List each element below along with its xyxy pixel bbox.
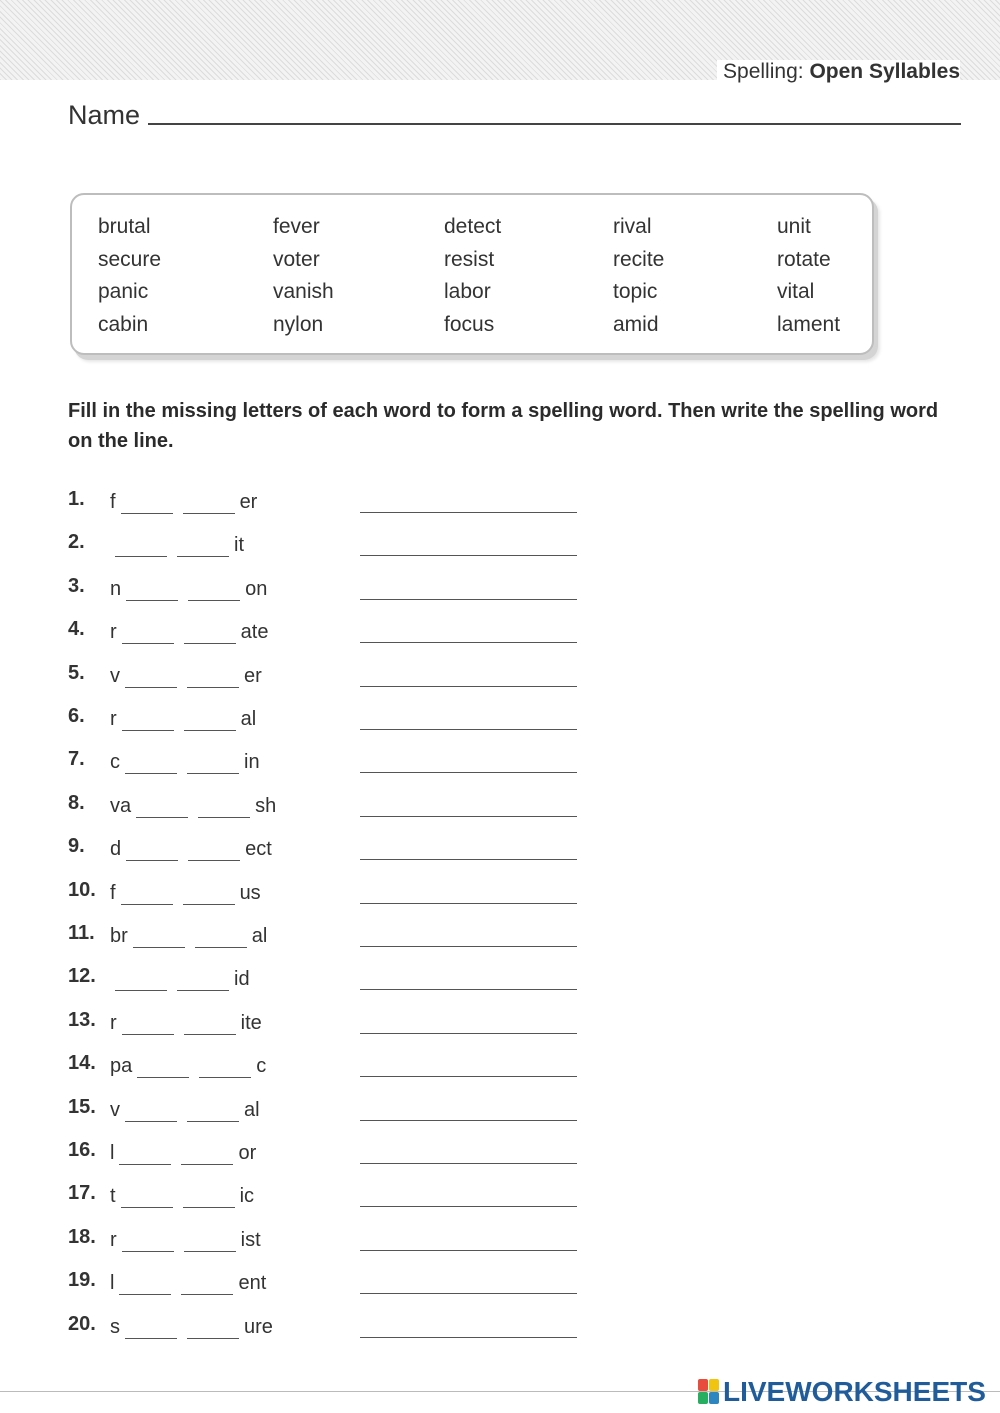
item-number: 19. bbox=[68, 1269, 96, 1292]
answer-line[interactable] bbox=[360, 642, 577, 643]
word-fragment bbox=[110, 748, 260, 774]
letter-blank[interactable] bbox=[183, 493, 235, 514]
word-bank-word: rival bbox=[613, 215, 652, 238]
exercise-item bbox=[0, 835, 1000, 865]
word-bank-word: rotate bbox=[777, 247, 831, 271]
word-fragment bbox=[110, 965, 250, 991]
letter-blank[interactable] bbox=[183, 1187, 235, 1208]
word-bank-column bbox=[273, 211, 334, 341]
fragment-start: s bbox=[110, 1315, 120, 1338]
item-number: 12. bbox=[68, 965, 96, 988]
fragment-end: sh bbox=[255, 794, 277, 817]
letter-blank[interactable] bbox=[122, 1231, 174, 1252]
letter-blank[interactable] bbox=[184, 710, 236, 731]
fragment-start: r bbox=[110, 1011, 117, 1034]
word-fragment bbox=[110, 531, 244, 557]
exercise-item bbox=[0, 1182, 1000, 1212]
letter-blank[interactable] bbox=[181, 1144, 233, 1165]
answer-line[interactable] bbox=[360, 989, 577, 990]
word-bank-word: recite bbox=[613, 247, 665, 271]
item-number: 17. bbox=[68, 1182, 96, 1205]
word-bank-word: resist bbox=[444, 247, 495, 271]
fragment-end: al bbox=[244, 1098, 260, 1121]
letter-blank[interactable] bbox=[188, 840, 240, 861]
word-bank-word: focus bbox=[444, 312, 495, 336]
exercise-item bbox=[0, 1139, 1000, 1169]
word-fragment bbox=[110, 575, 267, 601]
fragment-start: l bbox=[110, 1272, 115, 1295]
letter-blank[interactable] bbox=[125, 1318, 177, 1339]
word-fragment bbox=[110, 835, 272, 861]
letter-blank[interactable] bbox=[122, 1014, 174, 1035]
fragment-end: ure bbox=[244, 1315, 273, 1338]
item-number: 18. bbox=[68, 1225, 96, 1248]
letter-blank[interactable] bbox=[195, 927, 247, 948]
word-bank-word: nylon bbox=[273, 312, 324, 336]
letter-blank[interactable] bbox=[177, 536, 229, 557]
fragment-end: er bbox=[244, 664, 262, 687]
exercise-item bbox=[0, 879, 1000, 909]
exercise-item bbox=[0, 965, 1000, 995]
exercise-item bbox=[0, 488, 1000, 518]
fragment-end: al bbox=[240, 708, 257, 730]
fragment-start: v bbox=[110, 1098, 120, 1121]
answer-line[interactable] bbox=[360, 1250, 577, 1251]
word-fragment bbox=[110, 1182, 254, 1208]
fragment-start: va bbox=[110, 794, 132, 817]
exercise-item bbox=[0, 792, 1000, 822]
answer-line[interactable] bbox=[360, 1076, 577, 1077]
answer-line[interactable] bbox=[360, 772, 577, 773]
exercise-item bbox=[0, 1009, 1000, 1039]
fragment-start: f bbox=[110, 881, 116, 904]
letter-blank[interactable] bbox=[136, 797, 188, 818]
letter-blank[interactable] bbox=[184, 1014, 236, 1035]
answer-line[interactable] bbox=[360, 512, 577, 513]
letter-blank[interactable] bbox=[184, 623, 236, 644]
letter-blank[interactable] bbox=[187, 1318, 239, 1339]
word-fragment bbox=[110, 488, 257, 514]
letter-blank[interactable] bbox=[121, 884, 173, 905]
word-bank-word: brutal bbox=[98, 215, 151, 238]
answer-line[interactable] bbox=[360, 555, 577, 556]
fragment-end: al bbox=[251, 925, 268, 947]
fragment-end: ate bbox=[240, 621, 269, 644]
word-bank-word: vital bbox=[777, 280, 815, 303]
exercise-item bbox=[0, 618, 1000, 648]
letter-blank[interactable] bbox=[125, 667, 177, 688]
exercise-item bbox=[0, 1313, 1000, 1343]
answer-line[interactable] bbox=[360, 599, 577, 600]
exercise-item bbox=[0, 922, 1000, 952]
answer-line[interactable] bbox=[360, 859, 577, 860]
letter-blank[interactable] bbox=[122, 623, 174, 644]
fragment-start: r bbox=[110, 708, 117, 730]
fragment-end: in bbox=[244, 751, 260, 774]
fragment-end: ent bbox=[238, 1272, 267, 1295]
word-fragment bbox=[110, 1269, 266, 1295]
item-number: 4. bbox=[68, 618, 85, 641]
word-fragment bbox=[110, 662, 262, 688]
word-bank-word: cabin bbox=[98, 312, 149, 336]
answer-line[interactable] bbox=[360, 1206, 577, 1207]
word-bank-word: voter bbox=[273, 247, 320, 271]
answer-line[interactable] bbox=[360, 686, 577, 687]
exercise-item bbox=[0, 575, 1000, 605]
fragment-end: id bbox=[234, 968, 250, 991]
fragment-end: ect bbox=[245, 838, 272, 861]
letter-blank[interactable] bbox=[119, 1274, 171, 1295]
fragment-start: c bbox=[110, 751, 120, 774]
letter-blank[interactable] bbox=[125, 1101, 177, 1122]
fragment-start: pa bbox=[110, 1055, 133, 1078]
header-topic: Open Syllables bbox=[809, 60, 960, 83]
fragment-start: r bbox=[110, 1228, 117, 1251]
word-bank-word: vanish bbox=[273, 280, 334, 303]
name-row bbox=[68, 100, 961, 130]
letter-blank[interactable] bbox=[183, 884, 235, 905]
word-fragment bbox=[110, 1139, 256, 1165]
logo-text: LIVEWORKSHEETS bbox=[723, 1376, 986, 1407]
fragment-end: or bbox=[238, 1142, 257, 1164]
word-bank-column bbox=[777, 211, 840, 341]
exercise-item bbox=[0, 1269, 1000, 1299]
instructions: Fill in the missing letters of each word to form a spelling word. Then write the spelling word on the line. bbox=[68, 400, 939, 452]
word-bank-word: lament bbox=[777, 312, 841, 336]
word-fragment bbox=[110, 922, 267, 948]
item-number: 9. bbox=[68, 835, 85, 858]
fragment-end: on bbox=[245, 577, 268, 600]
fragment-start: l bbox=[110, 1142, 115, 1164]
word-fragment bbox=[110, 1052, 266, 1078]
answer-line[interactable] bbox=[360, 1120, 577, 1121]
exercise-item bbox=[0, 662, 1000, 692]
letter-blank[interactable] bbox=[121, 1187, 173, 1208]
word-fragment bbox=[110, 1226, 261, 1252]
item-number: 5. bbox=[68, 661, 85, 684]
word-bank-word: unit bbox=[777, 215, 811, 238]
word-fragment bbox=[110, 1009, 262, 1035]
letter-blank[interactable] bbox=[199, 1057, 251, 1078]
fragment-start: n bbox=[110, 577, 122, 600]
liveworksheets-logo bbox=[698, 1377, 986, 1407]
letter-blank[interactable] bbox=[188, 580, 240, 601]
letter-blank[interactable] bbox=[133, 927, 185, 948]
fragment-start: br bbox=[110, 925, 128, 947]
word-bank bbox=[70, 193, 874, 355]
fragment-end: ite bbox=[240, 1011, 262, 1034]
letter-blank[interactable] bbox=[137, 1057, 189, 1078]
fragment-start: d bbox=[110, 838, 122, 861]
fragment-start: t bbox=[110, 1185, 116, 1208]
exercise-item bbox=[0, 748, 1000, 778]
fragment-end: ist bbox=[240, 1228, 261, 1251]
item-number: 7. bbox=[68, 748, 85, 771]
item-number: 6. bbox=[68, 705, 85, 727]
item-number: 14. bbox=[68, 1052, 96, 1075]
item-number: 16. bbox=[68, 1139, 96, 1161]
answer-line[interactable] bbox=[360, 1033, 577, 1034]
fragment-end: us bbox=[239, 881, 261, 904]
header-subject: Spelling: bbox=[723, 60, 804, 83]
letter-blank[interactable] bbox=[115, 536, 167, 557]
word-bank-word: secure bbox=[98, 247, 162, 271]
item-number: 8. bbox=[68, 791, 85, 814]
word-bank-column bbox=[444, 211, 501, 341]
answer-line[interactable] bbox=[360, 1293, 577, 1294]
answer-line[interactable] bbox=[360, 903, 577, 904]
exercise-item bbox=[0, 1226, 1000, 1256]
word-fragment bbox=[110, 879, 261, 905]
exercise-item bbox=[0, 1096, 1000, 1126]
fragment-end: er bbox=[239, 491, 258, 513]
word-fragment bbox=[110, 1313, 273, 1339]
letter-blank[interactable] bbox=[126, 580, 178, 601]
fragment-end: ic bbox=[239, 1185, 255, 1208]
item-number: 10. bbox=[68, 878, 96, 901]
letter-blank[interactable] bbox=[125, 753, 177, 774]
word-fragment bbox=[110, 1096, 260, 1122]
fragment-start: v bbox=[110, 664, 120, 687]
word-bank-word: topic bbox=[613, 280, 658, 303]
letter-blank[interactable] bbox=[181, 1274, 233, 1295]
page-header bbox=[717, 60, 960, 84]
word-bank-column bbox=[98, 211, 161, 341]
word-bank-word: labor bbox=[444, 280, 491, 303]
fragment-start: r bbox=[110, 621, 117, 644]
letter-blank[interactable] bbox=[115, 970, 167, 991]
answer-line[interactable] bbox=[360, 1337, 577, 1338]
word-fragment bbox=[110, 705, 256, 731]
letter-blank[interactable] bbox=[184, 1231, 236, 1252]
fragment-end: it bbox=[234, 534, 244, 557]
word-fragment bbox=[110, 792, 276, 818]
exercise-item bbox=[0, 1052, 1000, 1082]
letter-blank[interactable] bbox=[122, 710, 174, 731]
exercise-item bbox=[0, 705, 1000, 735]
answer-line[interactable] bbox=[360, 729, 577, 730]
item-number: 2. bbox=[68, 531, 85, 554]
fragment-start: f bbox=[110, 491, 116, 513]
item-number: 15. bbox=[68, 1095, 96, 1118]
fragment-end: c bbox=[256, 1055, 267, 1078]
item-number: 20. bbox=[68, 1312, 96, 1335]
item-number: 3. bbox=[68, 574, 85, 597]
liveworksheets-logo-icon bbox=[698, 1379, 720, 1405]
letter-blank[interactable] bbox=[187, 667, 239, 688]
letter-blank[interactable] bbox=[187, 1101, 239, 1122]
word-bank-word: fever bbox=[273, 215, 320, 238]
word-bank-word: panic bbox=[98, 280, 149, 303]
name-label: Name bbox=[68, 100, 141, 130]
item-number: 13. bbox=[68, 1008, 96, 1031]
answer-line[interactable] bbox=[360, 1163, 577, 1164]
letter-blank[interactable] bbox=[121, 493, 173, 514]
name-input-line[interactable] bbox=[148, 123, 961, 125]
letter-blank[interactable] bbox=[177, 970, 229, 991]
word-bank-word: amid bbox=[613, 312, 659, 336]
letter-blank[interactable] bbox=[126, 840, 178, 861]
exercise-item bbox=[0, 531, 1000, 561]
letter-blank[interactable] bbox=[119, 1144, 171, 1165]
item-number: 11. bbox=[68, 922, 95, 944]
answer-line[interactable] bbox=[360, 816, 577, 817]
word-fragment bbox=[110, 618, 268, 644]
letter-blank[interactable] bbox=[187, 753, 239, 774]
answer-line[interactable] bbox=[360, 946, 577, 947]
word-bank-word: detect bbox=[444, 215, 502, 238]
word-bank-column bbox=[613, 211, 664, 341]
letter-blank[interactable] bbox=[198, 797, 250, 818]
item-number: 1. bbox=[68, 488, 85, 510]
